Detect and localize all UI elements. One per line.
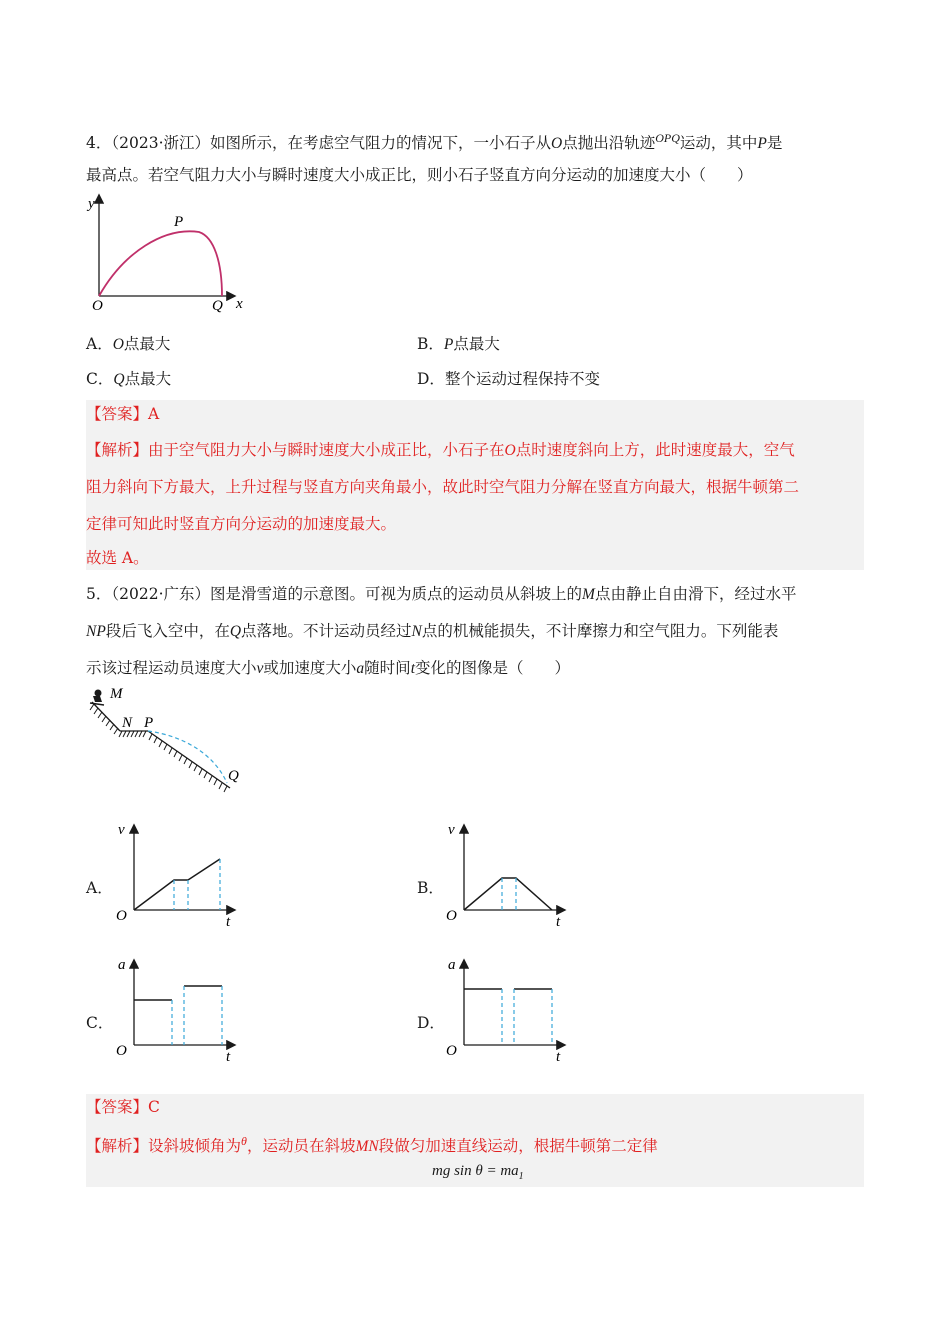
graph-a-t: t bbox=[226, 914, 231, 930]
option-label: A． bbox=[86, 335, 113, 353]
graph-a-O: O bbox=[116, 908, 127, 924]
q5-option-c-label[interactable]: C． bbox=[86, 1014, 114, 1032]
q5-fig-P: P bbox=[144, 715, 154, 731]
formula-subscript: 1 bbox=[518, 1171, 524, 1182]
q5-fig-N: N bbox=[122, 715, 133, 731]
q4-option-c[interactable] bbox=[86, 369, 171, 390]
analysis-text: 设斜坡倾角为 bbox=[148, 1137, 242, 1156]
q5-stem-text: 点落地。不计运动员经过 bbox=[241, 622, 412, 640]
answer-label: 【答案】 bbox=[86, 405, 149, 423]
option-label: D． bbox=[417, 370, 445, 388]
q5-number: 5． bbox=[86, 585, 112, 603]
q5-fig-Q: Q bbox=[228, 768, 239, 784]
q5-var-N: N bbox=[411, 623, 422, 640]
q4-trajectory-curve bbox=[99, 231, 222, 296]
formula-text: mg sin θ = ma bbox=[432, 1163, 519, 1179]
q4-option-d[interactable] bbox=[417, 369, 600, 389]
graph-d-a: a bbox=[448, 957, 456, 973]
q5-option-a-label[interactable]: A． bbox=[86, 879, 113, 897]
q4-analysis-line-3: 定律可知此时竖直方向分运动的加速度最大。 bbox=[86, 515, 397, 533]
option-var: P bbox=[443, 336, 454, 353]
q5-stem-line-3 bbox=[86, 658, 570, 679]
q4-fig-P: P bbox=[174, 214, 184, 230]
q5-stem-line-2 bbox=[86, 621, 778, 642]
answer-value: A bbox=[148, 405, 160, 423]
q5-var-t: t bbox=[410, 660, 415, 677]
q4-answer bbox=[86, 404, 159, 424]
graph-b-v: v bbox=[448, 822, 455, 838]
q5-formula bbox=[432, 1163, 524, 1182]
option-label: B． bbox=[417, 335, 444, 353]
q5-stem-text: 变化的图像是（ ） bbox=[415, 659, 571, 677]
analysis-text: ，运动员在斜坡 bbox=[246, 1137, 356, 1156]
graph-b-line bbox=[464, 878, 552, 910]
option-text: 点最大 bbox=[123, 335, 171, 353]
q5-stem-line-1 bbox=[86, 584, 796, 605]
graph-d-t: t bbox=[556, 1049, 561, 1065]
graph-d-O: O bbox=[446, 1043, 457, 1059]
q5-answer bbox=[86, 1097, 160, 1117]
q5-var-v: v bbox=[256, 660, 264, 677]
option-var: Q bbox=[113, 371, 125, 388]
q5-stem-text: 随时间 bbox=[364, 659, 411, 677]
analysis-label: 【解析】 bbox=[86, 441, 149, 459]
q5-fig-M: M bbox=[110, 686, 123, 702]
option-label: C． bbox=[86, 370, 114, 388]
q5-stem-text: 图是滑雪道的示意图。可视为质点的运动员从斜坡上的 bbox=[210, 585, 583, 603]
analysis-text: 由于空气阻力大小与瞬时速度大小成正比，小石子在 bbox=[148, 441, 505, 459]
analysis-var-MN: MN bbox=[355, 1138, 379, 1156]
q4-stem-line-2: 最高点。若空气阻力大小与瞬时速度大小成正比，则小石子竖直方向分运动的加速度大小（ ） bbox=[86, 166, 753, 184]
graph-a-v: v bbox=[118, 822, 125, 838]
analysis-var-O: O bbox=[504, 442, 516, 459]
option-text: 点最大 bbox=[453, 335, 500, 353]
q5-var-NP: NP bbox=[86, 623, 106, 640]
graph-c-O: O bbox=[116, 1043, 127, 1059]
q5-var-Q: Q bbox=[229, 623, 242, 640]
analysis-text: 段做匀加速直线运动，根据牛顿第二定律 bbox=[378, 1137, 658, 1156]
q5-hatching bbox=[90, 704, 227, 792]
option-var: O bbox=[112, 336, 124, 353]
q5-option-b-label[interactable]: B． bbox=[417, 879, 444, 897]
q4-var-O: O bbox=[551, 135, 563, 153]
q4-trajectory-figure bbox=[84, 192, 264, 318]
q5-option-d-label[interactable]: D． bbox=[417, 1014, 445, 1032]
q4-stem-text: 是 bbox=[766, 134, 783, 153]
q5-graph-d bbox=[440, 953, 570, 1065]
q5-stem-text: 示该过程运动员速度大小 bbox=[86, 659, 257, 677]
q4-stem-text: 如图所示，在考虑空气阻力的情况下，一小石子从 bbox=[210, 134, 552, 153]
q4-analysis-line-1 bbox=[86, 440, 795, 461]
q5-stem-text: 点的机械能损失，不计摩擦力和空气阻力。下列能表 bbox=[421, 622, 779, 640]
q5-ski-slope-figure bbox=[84, 684, 254, 802]
skier-icon bbox=[90, 690, 104, 706]
option-text: 点最大 bbox=[124, 370, 172, 388]
analysis-text: 点时速度斜向上方，此时速度最大，空气 bbox=[515, 441, 795, 459]
q5-stem-text: 段后飞入空中，在 bbox=[105, 622, 230, 640]
q4-option-b[interactable] bbox=[417, 334, 500, 355]
graph-b-O: O bbox=[446, 908, 457, 924]
q4-fig-x: x bbox=[236, 296, 243, 312]
q5-graph-c bbox=[110, 953, 240, 1065]
q4-fig-y: y bbox=[88, 196, 95, 212]
option-text: 整个运动过程保持不变 bbox=[444, 370, 600, 388]
q4-analysis-line-2: 阻力斜向下方最大，上升过程与竖直方向夹角最小，故此时空气阻力分解在竖直方向最大，根据牛顿第二 bbox=[86, 478, 800, 496]
q5-graph-b bbox=[440, 818, 570, 930]
q5-var-M: M bbox=[582, 586, 595, 603]
q4-analysis-line-4: 故选 A。 bbox=[86, 549, 149, 567]
answer-value: C bbox=[148, 1098, 160, 1116]
q4-stem-line-1 bbox=[86, 128, 782, 154]
graph-c-t: t bbox=[226, 1049, 231, 1065]
q5-var-a: a bbox=[356, 660, 365, 677]
q4-var-OPQ: OPQ bbox=[655, 131, 680, 145]
q4-stem-text: 运动，其中 bbox=[679, 134, 758, 153]
graph-c-a: a bbox=[118, 957, 126, 973]
q4-number: 4． bbox=[86, 134, 112, 153]
analysis-label: 【解析】 bbox=[86, 1137, 149, 1156]
q5-slope-pq bbox=[148, 731, 230, 788]
q4-stem-text: 点抛出沿轨迹 bbox=[562, 134, 656, 153]
q4-fig-O: O bbox=[92, 298, 103, 314]
q4-option-a[interactable] bbox=[86, 334, 170, 355]
q4-var-P: P bbox=[757, 135, 767, 153]
q5-graph-a bbox=[110, 818, 240, 930]
q4-fig-Q: Q bbox=[212, 298, 223, 314]
q5-stem-text: 或加速度大小 bbox=[263, 659, 357, 677]
graph-b-t: t bbox=[556, 914, 561, 930]
q4-source: （2023·浙江） bbox=[111, 134, 210, 153]
graph-a-line bbox=[134, 859, 220, 910]
analysis-var-theta: θ bbox=[241, 1134, 247, 1148]
q5-analysis-line-1 bbox=[86, 1131, 658, 1157]
q5-stem-text: 点由静止自由滑下，经过水平 bbox=[594, 585, 797, 603]
q5-source: （2022·广东） bbox=[111, 585, 210, 603]
answer-label: 【答案】 bbox=[86, 1098, 149, 1116]
